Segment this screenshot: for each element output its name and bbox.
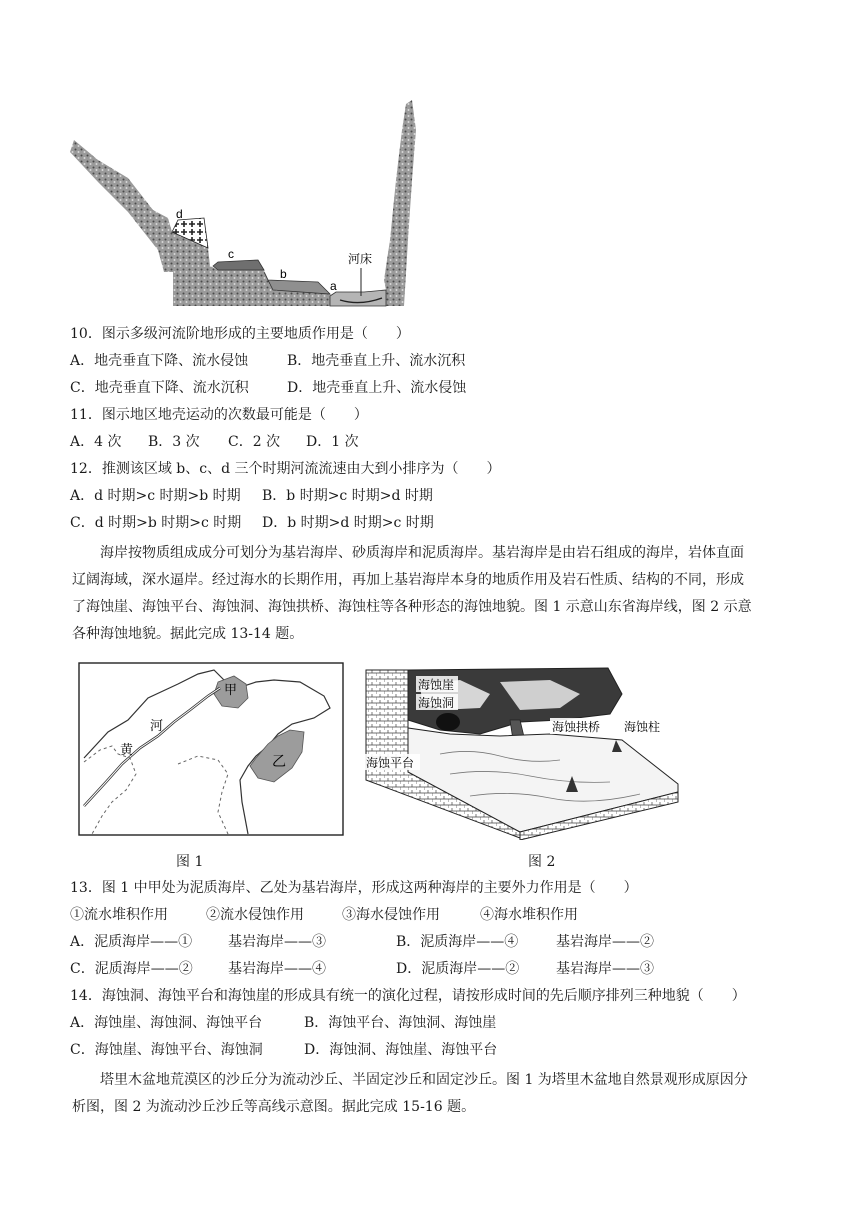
q13-choice-1: ①流水堆积作用 bbox=[70, 907, 168, 923]
q10-option-d[interactable]: D．地壳垂直上升、流水侵蚀 bbox=[287, 380, 467, 396]
q13-option-a-part1[interactable]: A．泥质海岸——① bbox=[70, 934, 193, 950]
q11-option-c[interactable]: C．2 次 bbox=[228, 434, 281, 450]
sea-cave bbox=[436, 713, 460, 731]
river-terrace-figure bbox=[68, 100, 418, 312]
figure-1-shandong-map bbox=[78, 662, 344, 836]
q13-stem: 13．图 1 中甲处为泥质海岸、乙处为基岩海岸，形成这两种海岸的主要外力作用是（ ） bbox=[70, 880, 638, 896]
q14-option-b[interactable]: B．海蚀平台、海蚀洞、海蚀崖 bbox=[304, 1015, 497, 1031]
q13-option-b-part1[interactable]: B．泥质海岸——④ bbox=[396, 934, 519, 950]
terrace-c bbox=[213, 260, 264, 270]
q10-option-b[interactable]: B．地壳垂直上升、流水沉积 bbox=[287, 353, 466, 369]
coast-passage-line-1: 海岸按物质组成成分可划分为基岩海岸、砂质海岸和泥质海岸。基岩海岸是由岩石组成的海岸，岩体直面 bbox=[100, 545, 744, 561]
coast-passage-line-2: 辽阔海域，深水逼岸。经过海水的长期作用，再加上基岩海岸本身的地质作用及岩石性质、结构的不同，形成 bbox=[72, 572, 744, 588]
q13-option-b-part2: 基岩海岸——② bbox=[556, 934, 654, 950]
q14-stem: 14．海蚀洞、海蚀平台和海蚀崖的形成具有统一的演化过程，请按形成时间的先后顺序排列三种地貌（ ） bbox=[70, 988, 746, 1004]
figure-1-caption: 图 1 bbox=[176, 854, 204, 870]
label-riverbed: 河床 bbox=[348, 252, 373, 266]
q14-option-d[interactable]: D．海蚀洞、海蚀崖、海蚀平台 bbox=[304, 1042, 498, 1058]
q10-option-a[interactable]: A．地壳垂直下降、流水侵蚀 bbox=[70, 353, 249, 369]
label-sea-stack: 海蚀柱 bbox=[624, 720, 661, 734]
label-huang: 黄 bbox=[120, 743, 134, 758]
q13-choice-3: ③海水侵蚀作用 bbox=[342, 907, 440, 923]
figure-2-caption: 图 2 bbox=[528, 854, 556, 870]
label-c: c bbox=[228, 247, 234, 261]
q13-option-a-part2: 基岩海岸——③ bbox=[228, 934, 326, 950]
desert-passage-line-2: 析图，图 2 为流动沙丘沙丘等高线示意图。据此完成 15-16 题。 bbox=[72, 1099, 476, 1115]
q11-option-a[interactable]: A．4 次 bbox=[70, 434, 122, 450]
q13-option-d-part2: 基岩海岸——③ bbox=[556, 961, 654, 977]
label-wave-cut-platform: 海蚀平台 bbox=[366, 756, 415, 770]
label-he: 河 bbox=[150, 719, 164, 734]
q13-option-c-part2: 基岩海岸——④ bbox=[228, 961, 326, 977]
desert-passage-line-1: 塔里木盆地荒漠区的沙丘分为流动沙丘、半固定沙丘和固定沙丘。图 1 为塔里木盆地自然景观形成原因分 bbox=[100, 1072, 748, 1088]
q11-option-d[interactable]: D．1 次 bbox=[306, 434, 359, 450]
q11-option-b[interactable]: B．3 次 bbox=[148, 434, 200, 450]
terrace-a bbox=[330, 290, 386, 306]
label-sea-cave: 海蚀洞 bbox=[418, 696, 455, 710]
label-yi: 乙 bbox=[272, 754, 286, 770]
wave-cut-platform bbox=[408, 728, 678, 832]
q12-option-c[interactable]: C．d 时期>b 时期>c 时期 bbox=[70, 515, 242, 531]
q10-option-c[interactable]: C．地壳垂直下降、流水沉积 bbox=[70, 380, 249, 396]
q13-option-c-part1[interactable]: C．泥质海岸——② bbox=[70, 961, 193, 977]
label-b: b bbox=[280, 267, 287, 281]
q13-choice-2: ②流水侵蚀作用 bbox=[206, 907, 304, 923]
q10-stem: 10．图示多级河流阶地形成的主要地质作用是（ ） bbox=[70, 326, 410, 342]
coast-passage-line-4: 各种海蚀地貌。据此完成 13-14 题。 bbox=[72, 626, 304, 642]
q12-option-b[interactable]: B．b 时期>c 时期>d 时期 bbox=[262, 488, 433, 504]
label-d: d bbox=[176, 207, 183, 221]
right-bedrock bbox=[384, 100, 416, 306]
q13-choice-4: ④海水堆积作用 bbox=[480, 907, 578, 923]
label-a: a bbox=[330, 279, 337, 293]
q13-option-d-part1[interactable]: D．泥质海岸——② bbox=[396, 961, 520, 977]
coast-passage-line-3: 了海蚀崖、海蚀平台、海蚀洞、海蚀拱桥、海蚀柱等各种形态的海蚀地貌。图 1 示意山东省海岸线，图 2 示意 bbox=[72, 599, 752, 615]
q14-option-a[interactable]: A．海蚀崖、海蚀洞、海蚀平台 bbox=[70, 1015, 263, 1031]
q12-option-d[interactable]: D．b 时期>d 时期>c 时期 bbox=[262, 515, 434, 531]
label-sea-cliff: 海蚀崖 bbox=[418, 678, 455, 692]
q12-option-a[interactable]: A．d 时期>c 时期>b 时期 bbox=[70, 488, 241, 504]
q11-stem: 11．图示地区地壳运动的次数最可能是（ ） bbox=[70, 407, 368, 423]
q14-option-c[interactable]: C．海蚀崖、海蚀平台、海蚀洞 bbox=[70, 1042, 263, 1058]
label-jia: 甲 bbox=[224, 683, 238, 698]
q12-stem: 12．推测该区域 b、c、d 三个时期河流流速由大到小排序为（ ） bbox=[70, 461, 501, 477]
label-sea-arch: 海蚀拱桥 bbox=[552, 720, 601, 734]
figure-2-sea-erosion-diagram bbox=[360, 664, 682, 840]
